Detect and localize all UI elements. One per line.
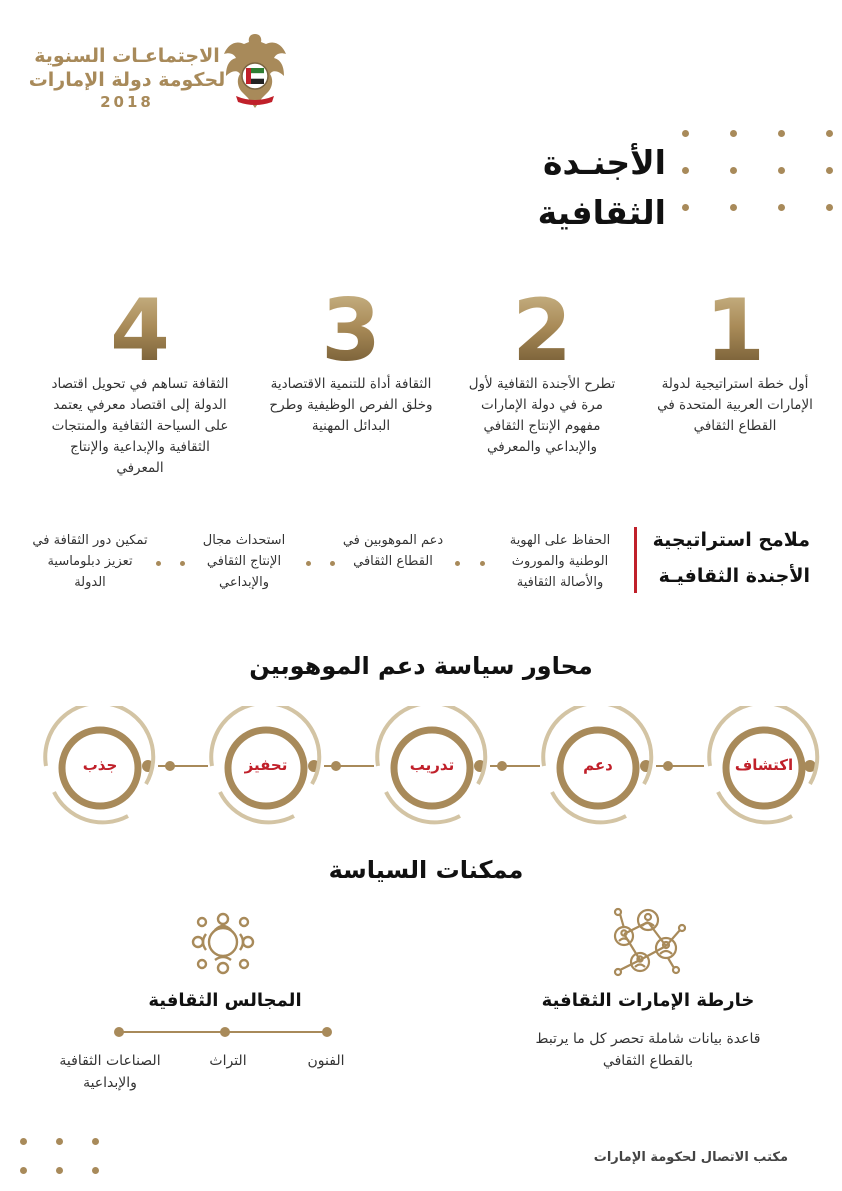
point-number: 1 (650, 288, 820, 374)
point-text: الثقافة أداة للتنمية الاقتصادية وخلق الفرص الوظيفية وطرح البدائل المهنية (269, 376, 433, 434)
feature-separator-dot (306, 561, 311, 566)
feature-item: تمكين دور الثقافة في تعزيز دبلوماسية الدولة (32, 533, 148, 590)
feature-separator-dot (180, 561, 185, 566)
point-number: 3 (268, 288, 434, 374)
features-title-line1: ملامح استراتيجية (652, 529, 810, 551)
map-title: خارطة الإمارات الثقافية (541, 990, 755, 1011)
point-number: 4 (50, 288, 230, 374)
councils-item-heritage: التراث (209, 1053, 247, 1069)
councils-dot (114, 1027, 124, 1037)
councils-item-arts: الفنون (307, 1053, 345, 1069)
talent-step-training: تدريب (409, 756, 455, 774)
point-4 (50, 281, 230, 479)
point-number: 2 (462, 288, 622, 374)
talent-step-discover: اكتشاف (734, 756, 794, 774)
point-3 (268, 281, 434, 437)
feature-separator-dot (330, 561, 335, 566)
features-accent-bar (634, 527, 637, 593)
feature-item: استحداث مجال الإنتاج الثقافي والإبداعي (202, 533, 286, 590)
map-description: قاعدة بيانات شاملة تحصر كل ما يرتبط بالقطاع الثقافي (535, 1031, 761, 1069)
talent-step-attract: جذب (82, 756, 118, 774)
event-year: 2018 (100, 93, 154, 111)
talent-steps (36, 706, 826, 836)
page-title-line2: الثقافية (537, 193, 666, 232)
decorative-dot-grid (682, 130, 836, 211)
feature-separator-dot (480, 561, 485, 566)
page-title-line1: الأجنـدة (543, 143, 666, 182)
decorative-dot-grid (20, 1138, 102, 1174)
councils-item-industries: الصناعات الثقافية والإبداعية (59, 1053, 161, 1091)
event-title-line1: الاجتماعـات السنوية (34, 45, 220, 67)
event-title-block (22, 44, 232, 112)
talent-step-support: دعم (583, 756, 613, 774)
point-2 (462, 281, 622, 458)
talent-section-title: محاور سياسة دعم الموهوبين (249, 652, 593, 680)
point-1 (650, 281, 820, 437)
meeting-people-icon (188, 910, 258, 976)
footer-credit: مكتب الاتصال لحكومة الإمارات (593, 1150, 788, 1165)
feature-item: دعم الموهوبين في القطاع الثقافي (342, 533, 444, 569)
feature-separator-dot (455, 561, 460, 566)
councils-dot (220, 1027, 230, 1037)
uae-emblem-icon (222, 28, 288, 114)
point-text: الثقافة تساهم في تحويل اقتصاد الدولة إلى اقتصاد معرفي يعتمد على السياحة الثقافية والمنتجات الثقافية والإبداعية والإنتاج المعرفي (51, 376, 229, 476)
talent-step-motivate: تحفيز (244, 756, 288, 774)
event-title-line2: لحكومة دولة الإمارات (28, 69, 226, 91)
point-text: تطرح الأجندة الثقافية لأول مرة في دولة الإمارات مفهوم الإنتاج الثقافي والإبداعي والمعرفي (468, 376, 616, 455)
enablers-section-title: ممكنات السياسة (328, 856, 524, 884)
point-text: أول خطة استراتيجية لدولة الإمارات العربية المتحدة في القطاع الثقافي (657, 376, 813, 434)
network-people-icon (610, 904, 686, 978)
page-title (538, 138, 666, 238)
councils-dot (322, 1027, 332, 1037)
features-title-line2: الأجندة الثقافيـة (658, 565, 810, 587)
features-title (653, 522, 810, 594)
feature-separator-dot (156, 561, 161, 566)
councils-title: المجالس الثقافية (148, 990, 302, 1011)
feature-item: الحفاظ على الهوية الوطنية والموروث والأصالة الثقافية (509, 533, 611, 590)
